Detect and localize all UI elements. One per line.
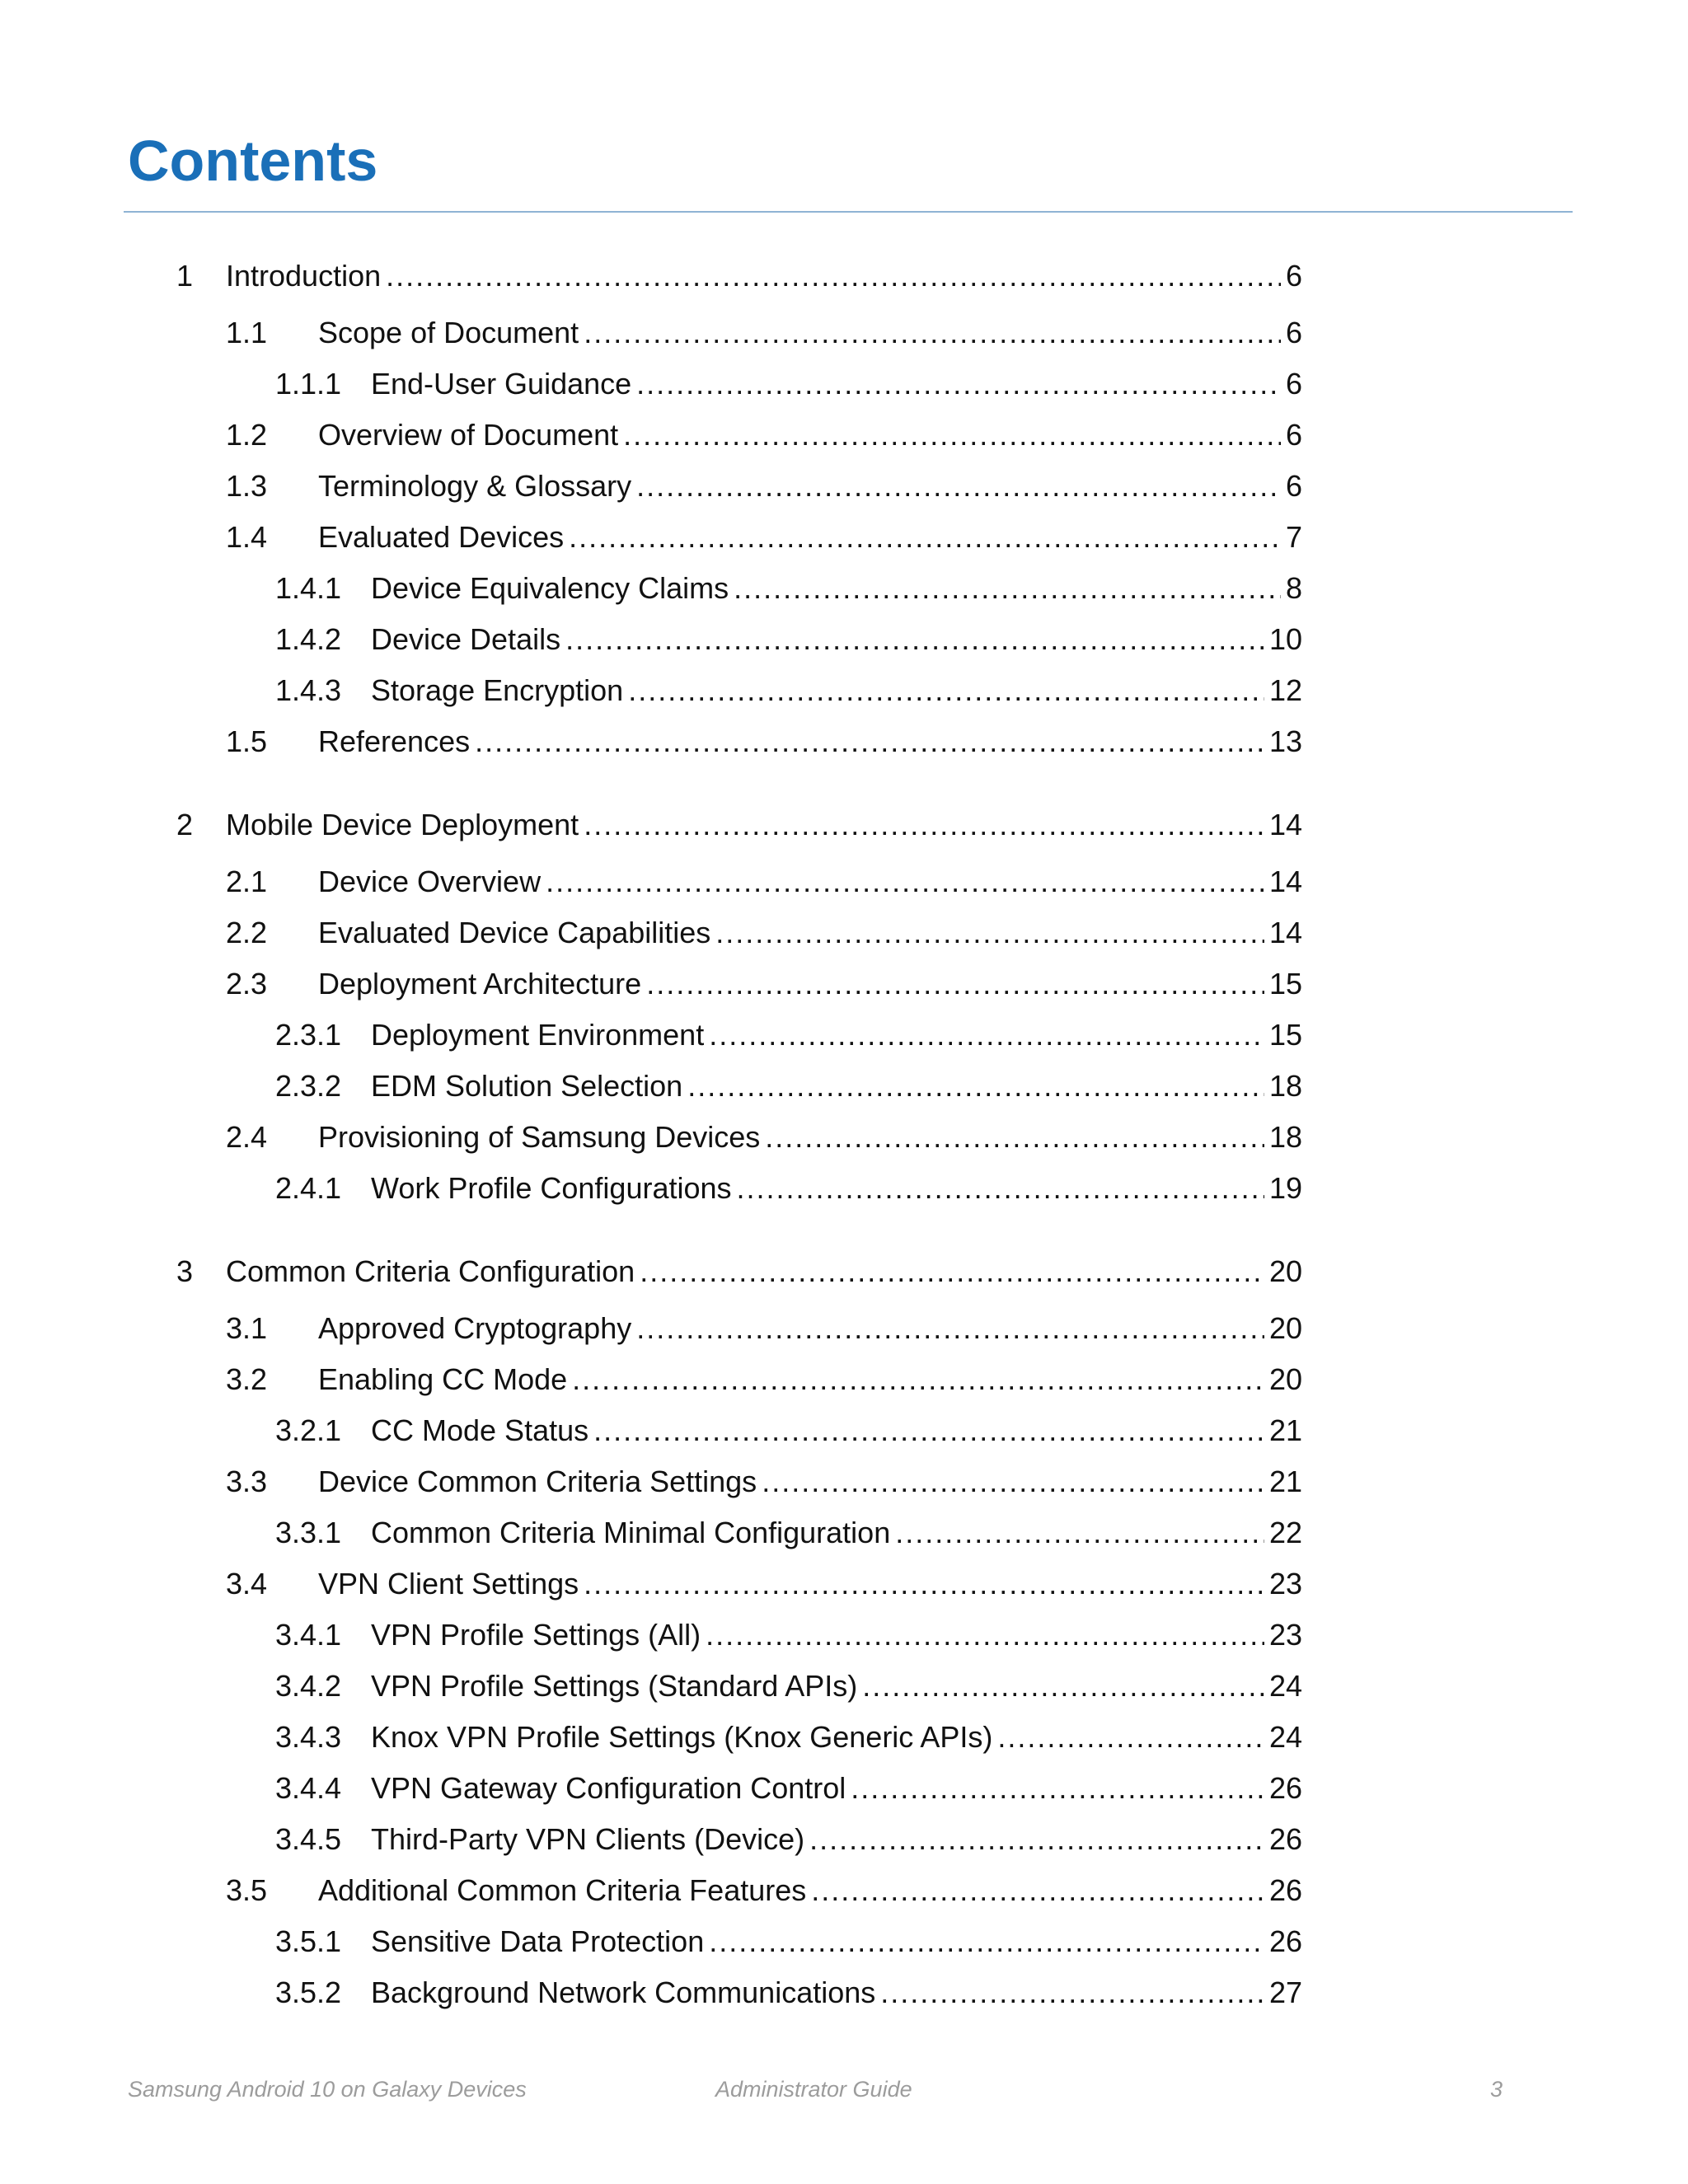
dot-leader [636, 363, 1281, 405]
toc-entry-page: 6 [1285, 418, 1302, 452]
toc-entry-1-4[interactable] [226, 517, 1302, 558]
toc-entry-title: Mobile Device Deployment [226, 808, 579, 841]
toc-entry-title: Scope of Document [318, 316, 579, 349]
dot-leader [709, 1015, 1264, 1056]
dot-leader [636, 466, 1281, 507]
toc-entry-2[interactable] [176, 804, 1302, 846]
toc-entry-3-4-2[interactable] [275, 1666, 1302, 1707]
toc-entry-number: 2.3.2 [275, 1069, 342, 1103]
toc-entry-1-5[interactable] [226, 721, 1302, 762]
toc-entry-number: 2.2 [226, 916, 268, 949]
toc-entry-number: 2 [176, 808, 194, 841]
dot-leader [706, 1615, 1264, 1656]
toc-entry-page: 18 [1268, 1069, 1302, 1103]
toc-entry-title: Storage Encryption [371, 673, 624, 707]
toc-entry-page: 26 [1268, 1822, 1302, 1856]
toc-entry-2-2[interactable] [226, 912, 1302, 954]
toc-entry-page: 13 [1268, 724, 1302, 758]
toc-entry-title: References [318, 724, 471, 758]
toc-entry-number: 3.5.1 [275, 1924, 342, 1958]
toc-entry-page: 15 [1268, 967, 1302, 1001]
toc-entry-1-4-2[interactable] [275, 619, 1302, 660]
toc-entry-number: 1.5 [226, 724, 268, 758]
toc-entry-3-5[interactable] [226, 1870, 1302, 1911]
toc-entry-3-4[interactable] [226, 1563, 1302, 1605]
toc-entry-number: 1.1 [226, 316, 268, 349]
dot-leader [737, 1168, 1264, 1209]
toc-entry-title: Introduction [226, 259, 382, 293]
dot-leader [569, 517, 1281, 558]
toc-entry-number: 3.3 [226, 1465, 268, 1498]
toc-entry-title: Deployment Environment [371, 1018, 705, 1052]
toc-entry-3-1[interactable] [226, 1308, 1302, 1349]
toc-entry-2-3[interactable] [226, 963, 1302, 1005]
toc-entry-title: End-User Guidance [371, 367, 632, 401]
toc-entry-page: 7 [1285, 520, 1302, 554]
toc-entry-page: 26 [1268, 1771, 1302, 1805]
toc-entry-2-3-1[interactable] [275, 1015, 1302, 1056]
toc-entry-page: 14 [1268, 916, 1302, 949]
toc-entry-title: EDM Solution Selection [371, 1069, 683, 1103]
dot-leader [809, 1819, 1264, 1860]
toc-entry-title: Device Overview [318, 865, 542, 898]
dot-leader [584, 312, 1281, 354]
toc-entry-3-5-1[interactable] [275, 1921, 1302, 1962]
toc-entry-2-3-2[interactable] [275, 1066, 1302, 1107]
toc-entry-title: Device Equivalency Claims [371, 571, 729, 605]
toc-entry-page: 6 [1285, 469, 1302, 503]
footer-page-number: 3 [1490, 2077, 1503, 2102]
toc-entry-number: 3.4.1 [275, 1618, 342, 1652]
toc-entry-3-2-1[interactable] [275, 1410, 1302, 1451]
dot-leader [687, 1066, 1264, 1107]
toc-entry-1-3[interactable] [226, 466, 1302, 507]
toc-entry-title: CC Mode Status [371, 1413, 589, 1447]
toc-entry-title: Overview of Document [318, 418, 619, 452]
toc-entry-number: 3.4.5 [275, 1822, 342, 1856]
toc-entry-page: 8 [1285, 571, 1302, 605]
toc-entry-page: 20 [1268, 1362, 1302, 1396]
toc-entry-1-4-1[interactable] [275, 568, 1302, 609]
toc-entry-title: Background Network Communications [371, 1975, 876, 2009]
toc-entry-page: 24 [1268, 1669, 1302, 1703]
toc-entry-number: 3.5.2 [275, 1975, 342, 2009]
toc-entry-3-5-2[interactable] [275, 1972, 1302, 2013]
toc-entry-number: 3.4.3 [275, 1720, 342, 1754]
toc-entry-page: 14 [1268, 808, 1302, 841]
toc-entry-number: 1.4.2 [275, 622, 342, 656]
toc-entry-title: Knox VPN Profile Settings (Knox Generic APIs) [371, 1720, 993, 1754]
dot-leader [709, 1921, 1264, 1962]
toc-entry-number: 2.4.1 [275, 1171, 342, 1205]
toc-entry-3-2[interactable] [226, 1359, 1302, 1400]
toc-entry-number: 3 [176, 1254, 194, 1288]
toc-entry-1[interactable] [176, 255, 1302, 297]
toc-entry-3-3-1[interactable] [275, 1512, 1302, 1554]
toc-entry-2-4[interactable] [226, 1117, 1302, 1158]
dot-leader [765, 1117, 1264, 1158]
dot-leader [811, 1870, 1264, 1911]
toc-entry-title: Common Criteria Minimal Configuration [371, 1516, 891, 1549]
toc-entry-number: 3.5 [226, 1873, 268, 1907]
toc-entry-title: Deployment Architecture [318, 967, 642, 1001]
toc-entry-title: Evaluated Devices [318, 520, 565, 554]
toc-entry-title: Common Criteria Configuration [226, 1254, 635, 1288]
dot-leader [636, 1308, 1264, 1349]
toc-entry-2-1[interactable] [226, 861, 1302, 902]
toc-entry-title: Work Profile Configurations [371, 1171, 732, 1205]
toc-entry-number: 3.4.4 [275, 1771, 342, 1805]
toc-entry-number: 2.3.1 [275, 1018, 342, 1052]
toc-entry-3[interactable] [176, 1251, 1302, 1292]
toc-entry-title: Approved Cryptography [318, 1311, 632, 1345]
toc-entry-title: VPN Profile Settings (All) [371, 1618, 701, 1652]
dot-leader [623, 415, 1281, 456]
dot-leader [997, 1717, 1264, 1758]
dot-leader [584, 804, 1264, 846]
dot-leader [628, 670, 1264, 711]
dot-leader [762, 1461, 1264, 1502]
dot-leader [895, 1512, 1264, 1554]
toc-entry-page: 14 [1268, 865, 1302, 898]
toc-entry-number: 3.1 [226, 1311, 268, 1345]
toc-entry-page: 23 [1268, 1567, 1302, 1601]
toc-entry-title: Sensitive Data Protection [371, 1924, 705, 1958]
toc-entry-page: 18 [1268, 1120, 1302, 1154]
toc-entry-title: Terminology & Glossary [318, 469, 632, 503]
footer-guide-name: Administrator Guide [715, 2077, 912, 2102]
toc-entry-page: 19 [1268, 1171, 1302, 1205]
toc-entry-page: 21 [1268, 1465, 1302, 1498]
toc-entry-1-1-1[interactable] [275, 363, 1302, 405]
toc-entry-number: 1.2 [226, 418, 268, 452]
toc-entry-number: 2.4 [226, 1120, 268, 1154]
toc-entry-number: 1.4.1 [275, 571, 342, 605]
toc-entry-title: Evaluated Device Capabilities [318, 916, 711, 949]
dot-leader [584, 1563, 1264, 1605]
toc-entry-title: Device Details [371, 622, 561, 656]
toc-entry-page: 22 [1268, 1516, 1302, 1549]
dot-leader [734, 568, 1281, 609]
toc-entry-number: 1 [176, 259, 194, 293]
dot-leader [565, 619, 1264, 660]
toc-entry-page: 6 [1285, 367, 1302, 401]
dot-leader [851, 1768, 1264, 1809]
dot-leader [572, 1359, 1264, 1400]
toc-entry-number: 3.4.2 [275, 1669, 342, 1703]
toc-entry-number: 2.3 [226, 967, 268, 1001]
dot-leader [546, 861, 1264, 902]
toc-entry-title: VPN Client Settings [318, 1567, 579, 1601]
toc-entry-3-4-1[interactable] [275, 1615, 1302, 1656]
toc-entry-page: 20 [1268, 1311, 1302, 1345]
toc-entry-page: 6 [1285, 259, 1302, 293]
footer-document-title: Samsung Android 10 on Galaxy Devices [128, 2077, 527, 2102]
toc-entry-number: 3.3.1 [275, 1516, 342, 1549]
toc-entry-page: 26 [1268, 1873, 1302, 1907]
toc-entry-number: 3.2.1 [275, 1413, 342, 1447]
toc-entry-2-4-1[interactable] [275, 1168, 1302, 1209]
toc-entry-title: Device Common Criteria Settings [318, 1465, 757, 1498]
toc-entry-title: VPN Profile Settings (Standard APIs) [371, 1669, 858, 1703]
toc-entry-title: Provisioning of Samsung Devices [318, 1120, 761, 1154]
toc-entry-page: 26 [1268, 1924, 1302, 1958]
toc-entry-page: 10 [1268, 622, 1302, 656]
toc-entry-number: 1.4.3 [275, 673, 342, 707]
toc-entry-number: 3.2 [226, 1362, 268, 1396]
toc-entry-page: 24 [1268, 1720, 1302, 1754]
toc-entry-3-4-4[interactable] [275, 1768, 1302, 1809]
dot-leader [593, 1410, 1264, 1451]
toc-entry-title: Third-Party VPN Clients (Device) [371, 1822, 805, 1856]
toc-entry-title: VPN Gateway Configuration Control [371, 1771, 846, 1805]
dot-leader [880, 1972, 1264, 2013]
page-title: Contents [128, 129, 378, 193]
dot-leader [386, 255, 1281, 297]
toc-entry-1-1[interactable] [226, 312, 1302, 354]
toc-entry-page: 12 [1268, 673, 1302, 707]
toc-entry-page: 21 [1268, 1413, 1302, 1447]
dot-leader [475, 721, 1264, 762]
toc-entry-page: 27 [1268, 1975, 1302, 2009]
toc-entry-1-2[interactable] [226, 415, 1302, 456]
toc-entry-title: Enabling CC Mode [318, 1362, 568, 1396]
dot-leader [640, 1251, 1264, 1292]
toc-entry-number: 1.4 [226, 520, 268, 554]
toc-entry-3-4-3[interactable] [275, 1717, 1302, 1758]
toc-entry-number: 1.3 [226, 469, 268, 503]
toc-entry-page: 23 [1268, 1618, 1302, 1652]
toc-entry-page: 6 [1285, 316, 1302, 349]
dot-leader [715, 912, 1264, 954]
toc-entry-1-4-3[interactable] [275, 670, 1302, 711]
dot-leader [646, 963, 1264, 1005]
toc-entry-number: 3.4 [226, 1567, 268, 1601]
dot-leader [862, 1666, 1264, 1707]
toc-entry-3-3[interactable] [226, 1461, 1302, 1502]
toc-entry-number: 1.1.1 [275, 367, 342, 401]
toc-entry-page: 20 [1268, 1254, 1302, 1288]
toc-entry-title: Additional Common Criteria Features [318, 1873, 807, 1907]
toc-entry-page: 15 [1268, 1018, 1302, 1052]
toc-entry-3-4-5[interactable] [275, 1819, 1302, 1860]
toc-entry-number: 2.1 [226, 865, 268, 898]
